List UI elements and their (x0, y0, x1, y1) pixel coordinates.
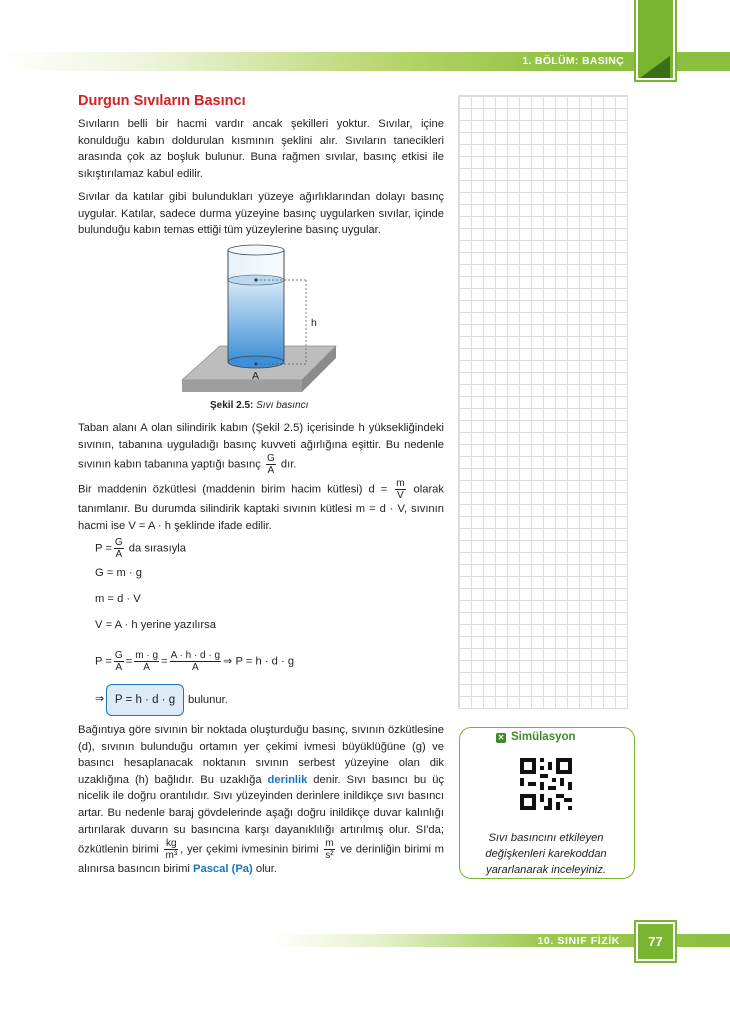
p4-start: Bir maddenin özkütlesi (maddenin birim hacim kütlesi) (78, 483, 363, 496)
caption-label: Şekil 2.5: (210, 400, 254, 411)
simulation-title: Simülasyon (511, 731, 576, 743)
bulunur-text: bulunur. (188, 694, 228, 706)
eq-line-3: m = d · V (95, 593, 141, 605)
eq-line-1: P = $\frac{G}{A}$ da sırasıyla (95, 537, 187, 560)
eq-line-5: P = $\frac{G}{A}$ = $\frac{m \cdot g}{A}$ = $\frac{A \cdot h \cdot d \cdot g}{A}$ ⇒ P = h · d · g (95, 650, 295, 673)
keyword-derinlik: derinlik (267, 773, 308, 786)
result-arrow: ⇒ (95, 693, 105, 705)
keyword-pascal: Pascal (Pa) (193, 863, 253, 876)
cylinder-figure (178, 240, 348, 396)
fraction-G-over-A: $\frac{G}{A}$ (266, 453, 275, 477)
page-number: 77 (636, 922, 675, 961)
result-formula-box: P = h · d · g (106, 684, 184, 716)
paragraph-4 (78, 478, 444, 534)
paragraph-5: Bağıntıya göre sıvının bir noktada oluşturduğu basınç, sıvının özkütlesine (d), sıvının bulunduğu ortamın yer çekimi ivmesi büyüklüğüne (g) ve basıncı hesaplanacak noktanın sıvının serbest yüzeyine olan dik uzaklığına (h) bağlıdır. Bu uzaklığa derinlik denir. Sıvı basıncı bu üç nicelik ile doğru orantılıdır. Sıvı yüzeyinden derinlere inildikçe sıvı basıncı artar. Bu nedenle baraj gövdelerinde aşağı doğru inildikçe duvar kalınlığı artırılarak duvarın su basıncına karşı dayanıklılığı artırılmış olur. SI'da; özkütlenin birimi $\frac{kg}{\text{m³}}$ , yer çekimi ivmesinin birimi $\frac{m}{\text{s²}}$ ve derinliğin birimi m alınırsa basıncın birimi Pascal (Pa) olur. (78, 724, 445, 876)
figure-caption (210, 400, 308, 411)
label-A: A (252, 370, 260, 382)
fraction-m-over-V: $\frac{m}{V}$ (396, 478, 405, 501)
label-h: h (311, 317, 317, 329)
paragraph-1: Sıvıların belli bir hacmi vardır ancak şekilleri yoktur. Sıvılar, içine konulduğu kabın doldurulan kısmının şeklini alır. Sıvıların tanecikleri arasında çok az boşluk bulunur. Buna rağmen sıvılar, basınç etkisi ile sıkıştırılamaz kabul edilir. (78, 118, 444, 180)
p4-rest: tanımlanır. Bu durumda silindirik kaptaki sıvının kütlesi m = d · V, sıvının hacmi ise V = A · h şeklinde ifade edilir. (78, 503, 444, 532)
chapter-title: 1. BÖLÜM: BASINÇ (522, 55, 624, 67)
eq-line-2: G = m · g (95, 567, 142, 579)
header-tab-fold (640, 56, 670, 78)
p3-end: dır. (280, 458, 297, 471)
paragraph-3 (78, 420, 444, 476)
simulation-text: Sıvı basıncını etkileyen değişkenleri karekoddan yararlanarak inceleyiniz. (485, 832, 607, 876)
p3-text: Taban alanı A olan silindirik kabın (Şekil 2.5) içerisinde h yüksekliğindeki sıvının, tabanına uyguladığı basınç kuvveti ağırlığına eşittir. Bu nedenle sıvının kabın tabanına yaptığı basınç (78, 422, 444, 471)
paragraph-2: Sıvılar da katılar gibi bulundukları yüzeye ağırlıklarından dolayı basınç uygular. Katılar, sadece durma yüzeyine basınç uygularken sıvılar, içinde bulunduğu kabın temas ettiği tüm yüzeylerine basınç uygular. (78, 191, 444, 237)
p4-mid: olarak (413, 483, 444, 496)
section-title: Durgun Sıvıların Basıncı (78, 93, 246, 109)
eq-line-4: V = A · h yerine yazılırsa (95, 619, 216, 631)
qr-code-icon[interactable] (520, 758, 572, 810)
book-title: 10. SINIF FİZİK (537, 935, 620, 947)
simulation-icon: ✕ (497, 733, 505, 742)
notes-grid (458, 95, 628, 709)
d-equals: d = (368, 483, 388, 496)
caption-text: Sıvı basıncı (256, 400, 309, 411)
